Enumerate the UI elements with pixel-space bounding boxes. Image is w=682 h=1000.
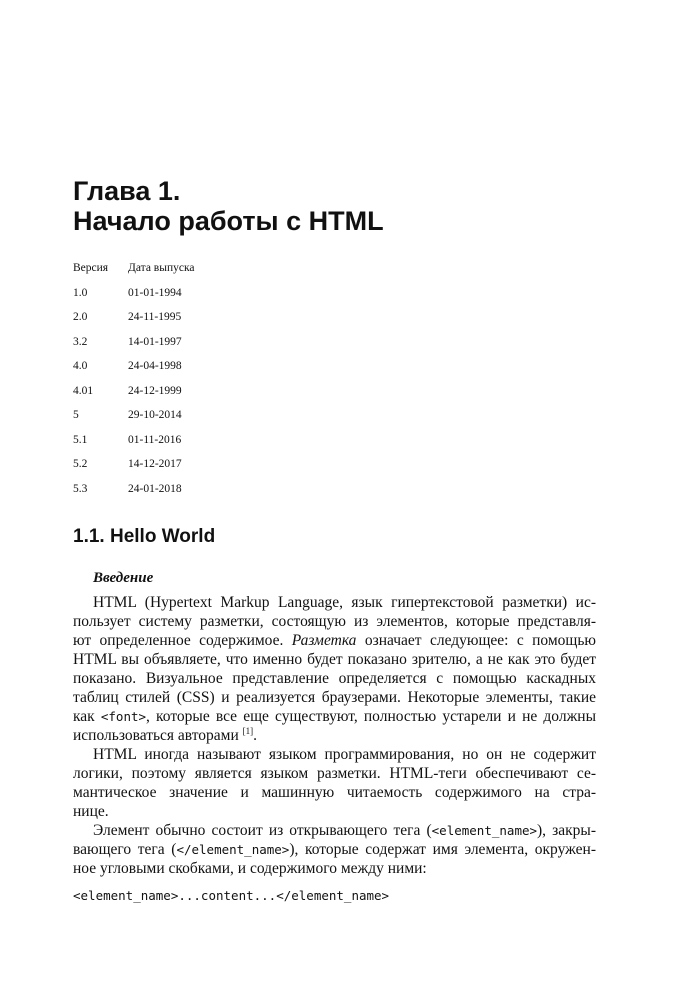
table-row xyxy=(73,360,194,385)
version-cell: 4.0 xyxy=(73,360,88,372)
table-row xyxy=(73,434,194,459)
table-row xyxy=(73,336,194,361)
version-cell: 5.3 xyxy=(73,482,88,495)
inline-code: </element_name> xyxy=(176,842,290,857)
version-cell: 5.1 xyxy=(73,433,88,446)
version-cell: 5.2 xyxy=(73,458,88,470)
paragraph-line xyxy=(73,745,596,764)
text-run: означает следующее: с помощью xyxy=(356,632,596,649)
section-heading: 1.1. Hello World xyxy=(73,526,216,547)
chapter-title-line1: Глава 1. xyxy=(73,176,181,206)
date-cell: 24-04-1998 xyxy=(128,360,182,372)
paragraph-line xyxy=(73,821,596,840)
text-run: HTML иногда называют языком программирования, но он не содержит xyxy=(93,746,596,763)
text-run: , которые все еще существуют, полностью устарели и не должны xyxy=(146,708,596,725)
text-run: ное угловыми скобками, и содержимого между ними: xyxy=(73,860,427,877)
table-row xyxy=(73,287,194,312)
date-cell: 14-12-2017 xyxy=(128,458,182,470)
text-run: ), которые содержат имя элемента, окружен- xyxy=(289,841,596,858)
table-header-row xyxy=(73,262,194,287)
body-text xyxy=(73,593,596,878)
text-run: таблиц стилей (CSS) и реализуется браузерами. Некоторые элементы, такие xyxy=(73,689,596,706)
inline-code: <font> xyxy=(100,709,147,724)
text-run: нице. xyxy=(73,803,109,820)
date-cell: 14-01-1997 xyxy=(128,335,182,348)
text-run: . xyxy=(253,727,258,744)
text-run: ют определенное содержимое. xyxy=(73,632,292,649)
date-cell: 24-12-1999 xyxy=(128,384,182,397)
date-cell: 01-11-2016 xyxy=(128,433,182,446)
table-row xyxy=(73,409,194,434)
paragraph-line xyxy=(73,840,596,859)
paragraph-line xyxy=(73,612,596,631)
text-run: мантическое значение и машинную читаемость содержимого на стра- xyxy=(73,784,596,801)
paragraph-line xyxy=(73,802,596,821)
version-cell: 4.01 xyxy=(73,384,94,397)
footnote-ref[interactable]: [1] xyxy=(242,725,254,736)
version-cell: 3.2 xyxy=(73,335,88,348)
text-run: вающего тега ( xyxy=(73,841,177,858)
table-row xyxy=(73,385,194,410)
text-run: HTML вы объявляете, что именно будет показано зрителю, а не как это будет xyxy=(73,651,596,668)
paragraph-line xyxy=(73,764,596,783)
version-cell: 1.0 xyxy=(73,286,88,299)
paragraph-line xyxy=(73,859,596,878)
date-cell: 24-01-2018 xyxy=(128,482,182,495)
paragraph-line xyxy=(73,783,596,802)
text-run: HTML (Hypertext Markup Language, язык гипертекстовой разметки) ис- xyxy=(93,594,596,611)
date-cell: 01-01-1994 xyxy=(128,286,182,299)
emphasis: Разметка xyxy=(291,632,357,649)
table-row xyxy=(73,458,194,483)
text-run: пользует систему разметки, состоящую из элементов, которые представля- xyxy=(73,613,596,630)
version-cell: 2.0 xyxy=(73,311,88,323)
paragraph-line xyxy=(73,593,596,612)
date-cell: 24-11-1995 xyxy=(128,311,182,323)
versions-table xyxy=(73,262,194,507)
intro-heading: Введение xyxy=(93,570,154,586)
text-run: использоваться авторами xyxy=(73,727,243,744)
paragraph-line xyxy=(73,688,596,707)
paragraph-line xyxy=(73,669,596,688)
code-example: <element_name>...content...</element_name> xyxy=(73,888,390,903)
paragraph-line xyxy=(73,707,596,726)
chapter-title-line2: Начало работы с HTML xyxy=(73,206,384,236)
header-version: Версия xyxy=(73,262,109,274)
text-run: логики, поэтому является языком разметки. HTML-теги обеспечивают се- xyxy=(73,765,596,782)
paragraph-line xyxy=(73,726,596,745)
text-run: Элемент обычно состоит из открывающего тега ( xyxy=(93,822,432,839)
header-release-date: Дата выпуска xyxy=(128,262,195,274)
paragraph-line xyxy=(73,631,596,650)
inline-code: <element_name> xyxy=(431,823,538,838)
text-run: показано. Визуальное представление определяется с помощью каскадных xyxy=(73,670,596,687)
text-run: ), закры- xyxy=(537,822,596,839)
paragraph-line xyxy=(73,650,596,669)
version-cell: 5 xyxy=(73,409,79,421)
table-row xyxy=(73,483,194,508)
text-run: как xyxy=(73,708,101,725)
date-cell: 29-10-2014 xyxy=(128,409,182,421)
table-row xyxy=(73,311,194,336)
